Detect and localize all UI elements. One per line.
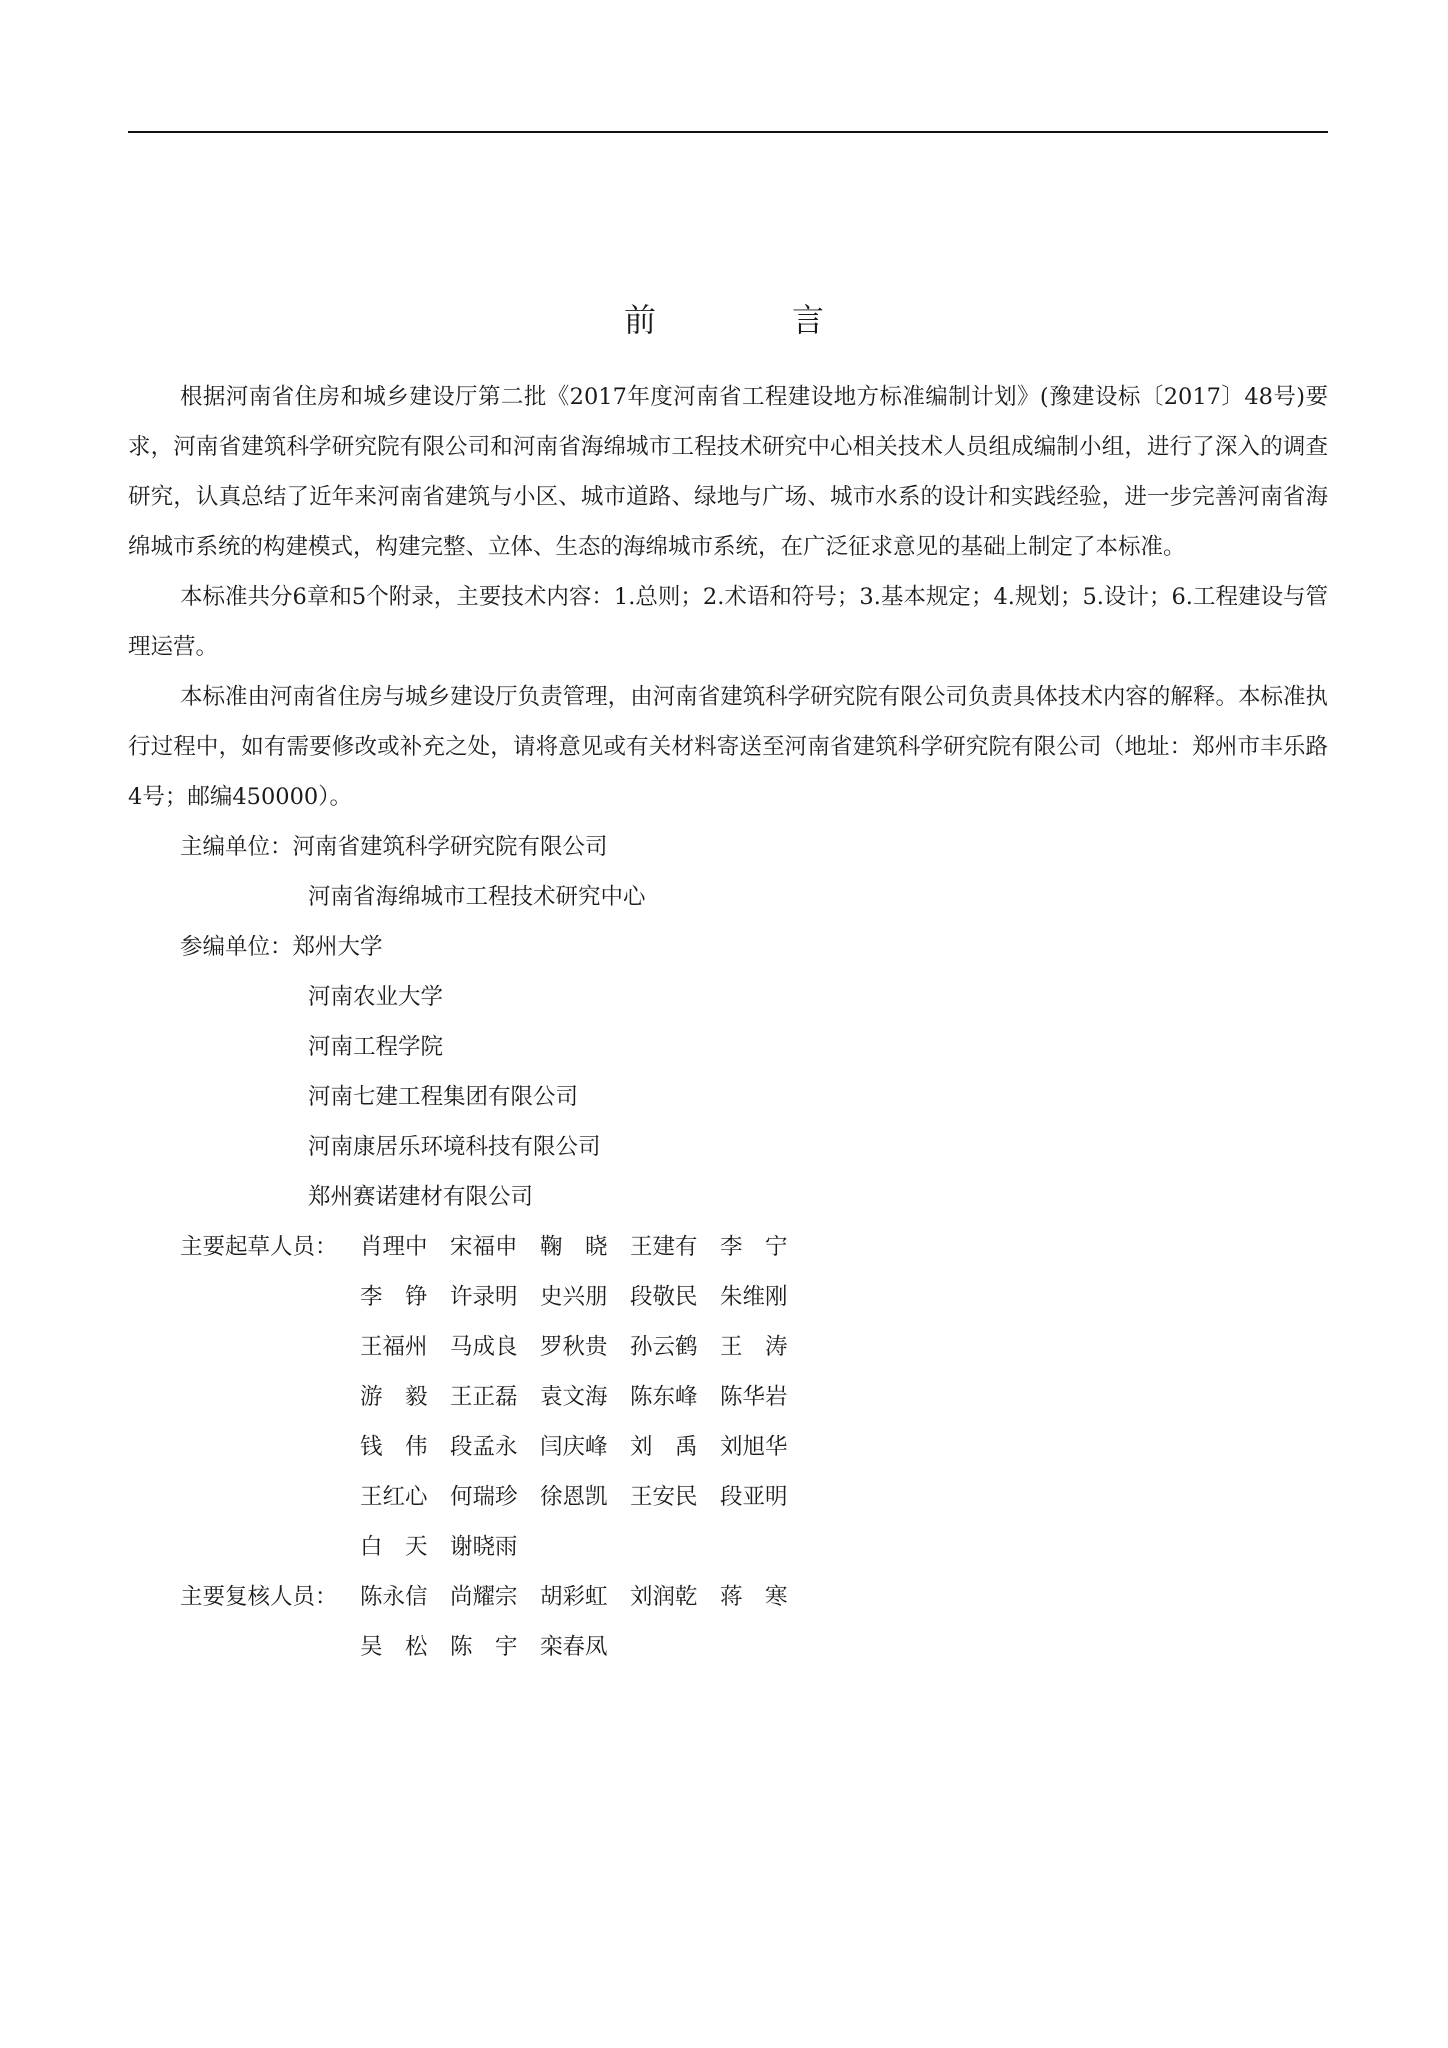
person-name: 王 涛 xyxy=(720,1334,788,1360)
drafters-label: 主要起草人员： xyxy=(180,1234,338,1260)
chief-unit: 河南省海绵城市工程技术研究中心 xyxy=(308,884,646,910)
drafters-grid xyxy=(360,1222,810,1572)
person-name: 许录明 xyxy=(450,1284,518,1310)
person-name: 宋福申 xyxy=(450,1234,518,1260)
paragraph-contents: 本标准共分6章和5个附录，主要技术内容：1.总则；2.术语和符号；3.基本规定；4.规划；5.设计；6.工程建设与管理运营。 xyxy=(128,584,1328,660)
participating-unit: 郑州赛诺建材有限公司 xyxy=(308,1184,534,1210)
participating-unit: 郑州大学 xyxy=(292,934,383,960)
person-name: 白 天 xyxy=(360,1534,428,1560)
person-name: 罗秋贵 xyxy=(540,1334,608,1360)
chief-units-label: 主编单位： xyxy=(180,834,293,860)
person-name: 马成良 xyxy=(450,1334,518,1360)
person-name: 肖理中 xyxy=(360,1234,428,1260)
person-name: 史兴朋 xyxy=(540,1284,608,1310)
person-name: 游 毅 xyxy=(360,1384,428,1410)
participating-unit: 河南康居乐环境科技有限公司 xyxy=(308,1134,601,1160)
chief-unit: 河南省建筑科学研究院有限公司 xyxy=(292,834,608,860)
header-rule xyxy=(128,131,1328,133)
person-name: 尚耀宗 xyxy=(450,1584,518,1610)
participating-units-label: 参编单位： xyxy=(180,934,293,960)
paragraph-management: 本标准由河南省住房与城乡建设厅负责管理，由河南省建筑科学研究院有限公司负责具体技术内容的解释。本标准执行过程中，如有需要修改或补充之处，请将意见或有关材料寄送至河南省建筑科学研究院有限公司（地址：郑州市丰乐路4号；邮编450000）。 xyxy=(128,684,1328,810)
person-name: 段孟永 xyxy=(450,1434,518,1460)
page-title: 前 言 xyxy=(623,301,876,339)
paragraph-basis: 根据河南省住房和城乡建设厅第二批《2017年度河南省工程建设地方标准编制计划》(豫建设标〔2017〕48号)要求，河南省建筑科学研究院有限公司和河南省海绵城市工程技术研究中心相关技术人员组成编制小组，进行了深入的调查研究，认真总结了近年来河南省建筑与小区、城市道路、绿地与广场、城市水系的设计和实践经验，进一步完善河南省海绵城市系统的构建模式，构建完整、立体、生态的海绵城市系统，在广泛征求意见的基础上制定了本标准。 xyxy=(128,384,1328,560)
person-name: 孙云鹤 xyxy=(630,1334,698,1360)
person-name: 刘 禹 xyxy=(630,1434,698,1460)
person-name: 胡彩虹 xyxy=(540,1584,608,1610)
participating-units-row xyxy=(128,922,1328,972)
reviewers-label: 主要复核人员： xyxy=(180,1584,338,1610)
chief-units-row xyxy=(128,822,1328,872)
reviewers-grid xyxy=(360,1572,810,1672)
person-name: 李 铮 xyxy=(360,1284,428,1310)
participating-unit: 河南七建工程集团有限公司 xyxy=(308,1084,579,1110)
person-name: 段敬民 xyxy=(630,1284,698,1310)
person-name: 王安民 xyxy=(630,1484,698,1510)
person-name: 陈 宇 xyxy=(450,1634,518,1660)
person-name: 钱 伟 xyxy=(360,1434,428,1460)
person-name: 段亚明 xyxy=(720,1484,788,1510)
person-name: 鞠 晓 xyxy=(540,1234,608,1260)
person-name: 徐恩凯 xyxy=(540,1484,608,1510)
person-name: 王建有 xyxy=(630,1234,698,1260)
person-name: 陈永信 xyxy=(360,1584,428,1610)
person-name: 朱维刚 xyxy=(720,1284,788,1310)
person-name: 陈东峰 xyxy=(630,1384,698,1410)
person-name: 吴 松 xyxy=(360,1634,428,1660)
person-name: 闫庆峰 xyxy=(540,1434,608,1460)
preface-body xyxy=(128,372,1328,1672)
reviewers-section xyxy=(128,1572,1328,1672)
person-name: 陈华岩 xyxy=(720,1384,788,1410)
person-name: 王正磊 xyxy=(450,1384,518,1410)
person-name: 王福州 xyxy=(360,1334,428,1360)
person-name: 谢晓雨 xyxy=(450,1534,518,1560)
drafters-section xyxy=(128,1222,1328,1572)
person-name: 袁文海 xyxy=(540,1384,608,1410)
participating-unit: 河南农业大学 xyxy=(308,984,444,1010)
person-name: 刘旭华 xyxy=(720,1434,788,1460)
participating-unit: 河南工程学院 xyxy=(308,1034,444,1060)
person-name: 栾春凤 xyxy=(540,1634,608,1660)
person-name: 刘润乾 xyxy=(630,1584,698,1610)
person-name: 王红心 xyxy=(360,1484,428,1510)
person-name: 蒋 寒 xyxy=(720,1584,788,1610)
person-name: 李 宁 xyxy=(720,1234,788,1260)
person-name: 何瑞珍 xyxy=(450,1484,518,1510)
